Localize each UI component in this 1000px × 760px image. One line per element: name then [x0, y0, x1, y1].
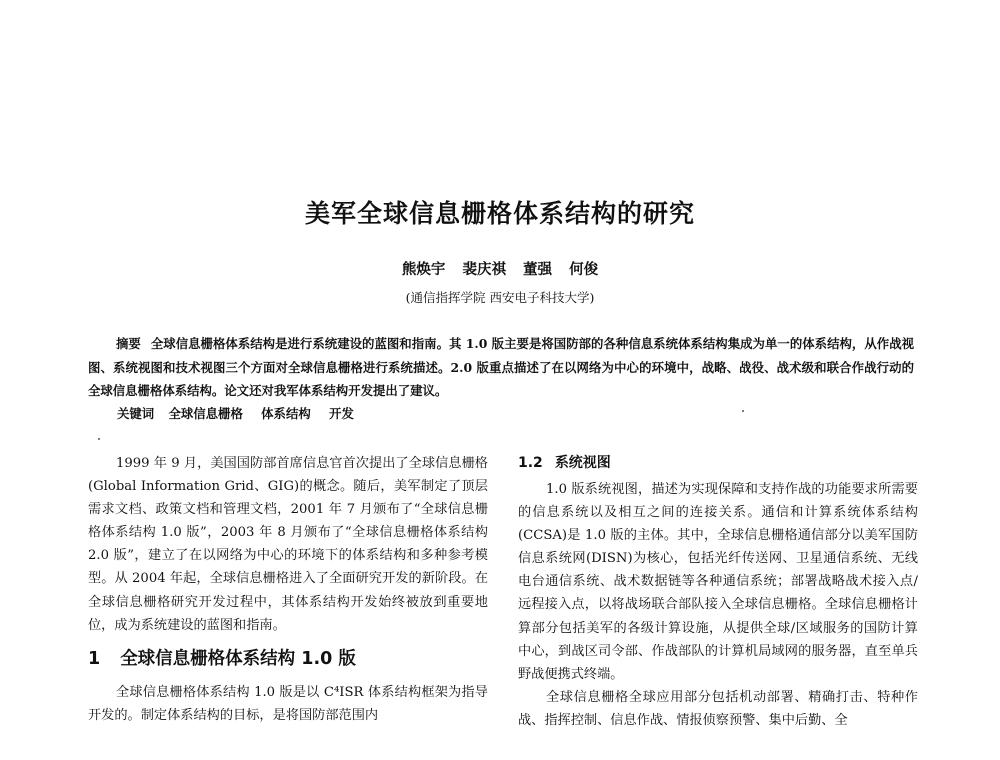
- scan-speck: [98, 438, 100, 440]
- abstract-label: 摘要: [116, 336, 141, 351]
- section-heading: [88, 647, 488, 671]
- abstract-text: 全球信息栅格体系结构是进行系统建设的蓝图和指南。其 1.0 版主要是将国防部的各种信息系统体系结构集成为单一的体系结构，从作战视图、系统视图和技术视图三个方面对全球信息栅格进行系统描述。2.0 版重点描述了在以网络为中心的环境中，战略、战役、战术级和联合作战行动的全球信息栅格体系结构。论文还对我军体系结构开发提出了建议。: [88, 336, 915, 399]
- keyword: 体系结构: [261, 406, 311, 421]
- scan-speck: [742, 410, 744, 412]
- keyword: 全球信息栅格: [168, 406, 243, 421]
- author-list: 熊焕宇 裴庆祺 董强 何俊: [401, 261, 599, 278]
- right-column: [518, 452, 918, 732]
- left-column: [88, 452, 488, 727]
- abstract: [88, 332, 914, 403]
- paper-title: 美军全球信息栅格体系结构的研究: [304, 199, 695, 228]
- section-number: 1: [88, 648, 101, 669]
- subsection-number: 1.2: [518, 455, 543, 471]
- section-title: 全球信息栅格体系结构 1.0 版: [120, 648, 356, 669]
- application-paragraph: 全球信息栅格全球应用部分包括机动部署、精确打击、特种作战、指挥控制、信息作战、情报侦察预警、集中后勤、全: [518, 689, 918, 728]
- subsection-title: 系统视图: [554, 455, 611, 471]
- section-paragraph: 全球信息栅格体系结构 1.0 版是以 C⁴ISR 体系结构框架为指导开发的。制定体系结构的目标，是将国防部范围内: [88, 684, 488, 723]
- system-view-paragraph: 1.0 版系统视图，描述为实现保障和支持作战的功能要求所需要的信息系统以及相互之间的连接关系。通信和计算系统体系结构(CCSA)是 1.0 版的主体。其中，全球信息栅格通信部分以美军国防信息系统网(DISN)为核心，包括光纤传送网、卫星通信系统、无线电台通信系统、战术数据链等各种通信系统；部署战略战术接入点/远程接入点，以将战场联合部队接入全球信息栅格。全球信息栅格计算部分包括美军的各级计算设施，从提供全球/区域服务的国防计算中心，到战区司令部、作战部队的计算机局域网的服务器，直至单兵野战便携式终端。: [518, 482, 918, 682]
- keywords-label: 关键词: [117, 406, 155, 421]
- keyword: 开发: [329, 406, 354, 421]
- keywords: [117, 404, 368, 422]
- affiliation: (通信指挥学院 西安电子科技大学): [405, 290, 595, 305]
- intro-paragraph: 1999 年 9 月，美国国防部首席信息官首次提出了全球信息栅格(Global Information Grid、GIG)的概念。随后，美军制定了顶层需求文档、政策文档和管理文档，2001 年 7 月颁布了“全球信息栅格体系结构 1.0 版”，2003 年 8 月颁布了“全球信息栅格体系结构 2.0 版”，建立了在以网络为中心的环境下的体系结构和多种参考模型。从 2004 年起，全球信息栅格进入了全面研究开发的新阶段。在全球信息栅格研究开发过程中，其体系结构开发始终被放到重要地位，成为系统建设的蓝图和指南。: [88, 456, 488, 633]
- subsection-heading: [518, 452, 918, 474]
